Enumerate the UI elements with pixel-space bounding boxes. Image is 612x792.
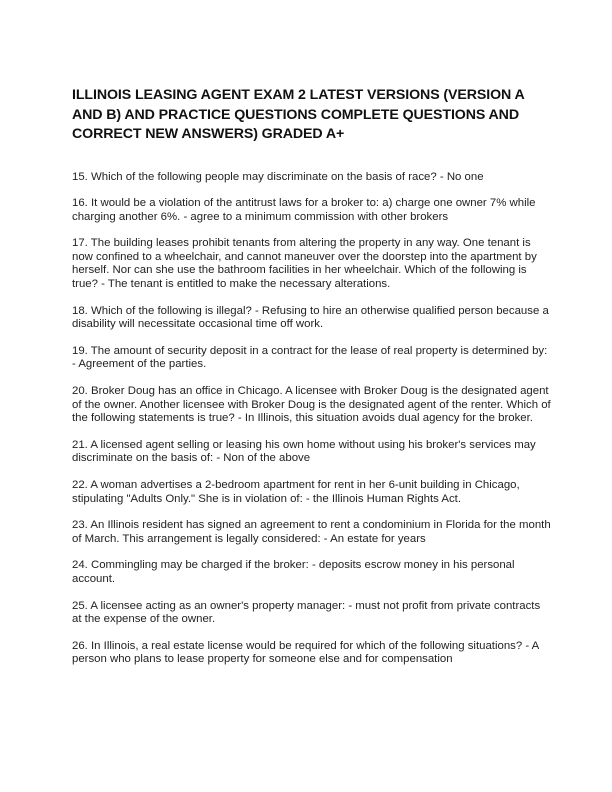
question-25: 25. A licensee acting as an owner's property manager: - must not profit from private contracts at the expense of the owner. bbox=[72, 599, 541, 626]
question-20: 20. Broker Doug has an office in Chicago. A licensee with Broker Doug is the designated agent of the owner. Another licensee with Broker Doug is the designated agent of the renter. Which of the following statements is true? - In Illinois, this situation avoids dual agency for the broker. bbox=[72, 385, 551, 425]
question-23: 23. An Illinois resident has signed an agreement to rent a condominium in Florida for the month of March. This arrangement is legally considered: - An estate for years bbox=[72, 519, 551, 545]
question-16: 16. It would be a violation of the antitrust laws for a broker to: a) charge one owner 7% while charging another 6%. - agree to a minimum commission with other brokers bbox=[72, 197, 536, 223]
question-19: 19. The amount of security deposit in a contract for the lease of real property is determined by: - Agreement of the parties. bbox=[72, 344, 548, 371]
question-21: 21. A licensed agent selling or leasing his own home without using his broker's services may discriminate on the basis of: - Non of the above bbox=[72, 438, 536, 465]
question-22: 22. A woman advertises a 2-bedroom apartment for rent in her 6-unit building in Chicago, stipulating "Adults Only." She is in violation of: - the Illinois Human Rights Act. bbox=[72, 479, 520, 505]
question-15: 15. Which of the following people may discriminate on the basis of race? - No one bbox=[72, 170, 484, 183]
question-24: 24. Commingling may be charged if the broker: - deposits escrow money in his personal account. bbox=[72, 559, 515, 585]
question-list bbox=[72, 171, 552, 667]
question-18: 18. Which of the following is illegal? - Refusing to hire an otherwise qualified person because a disability will necessitate occasional time off work. bbox=[72, 304, 549, 331]
document-title: ILLINOIS LEASING AGENT EXAM 2 LATEST VERSIONS (VERSION A AND B) AND PRACTICE QUESTIONS COMPLETE QUESTIONS AND CORRECT NEW ANSWERS) GRADED A+ bbox=[72, 87, 525, 142]
question-26: 26. In Illinois, a real estate license would be required for which of the following situations? - A person who plans to lease property for someone else and for compensation bbox=[72, 639, 539, 666]
question-17: 17. The building leases prohibit tenants from altering the property in any way. One tenant is now confined to a wheelchair, and cannot maneuver over the doorstep into the apartment by herself. Nor can she use the bathroom facilities in her wheelchair. Which of the following is true? - The tenant is entitled to make the necessary alterations. bbox=[72, 237, 537, 291]
